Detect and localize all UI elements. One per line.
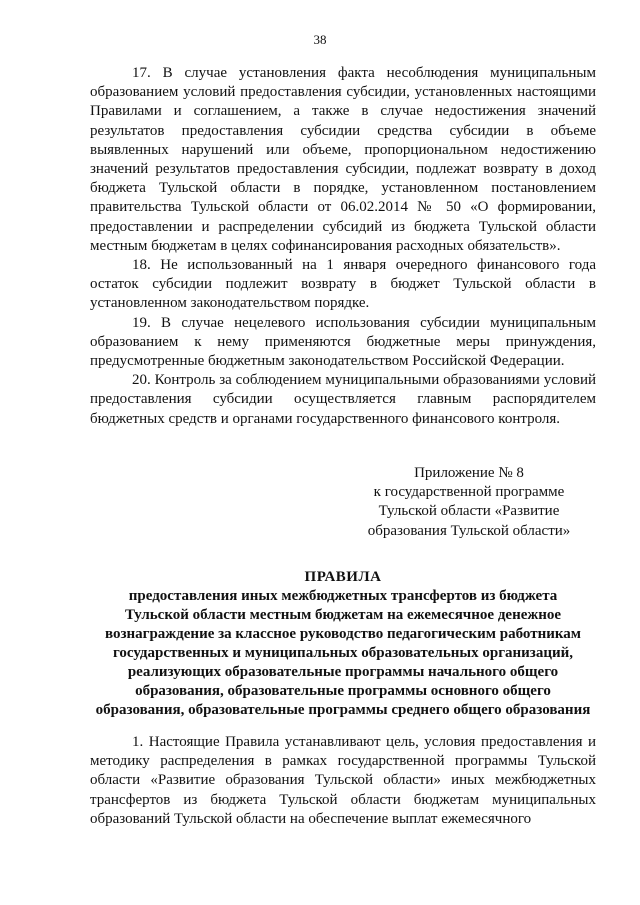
rules-heading: ПРАВИЛА: [304, 569, 382, 585]
rules-subtitle-line: реализующих образовательные программы начального общего: [127, 664, 559, 680]
appendix-line: образования Тульской области»: [367, 522, 571, 539]
rules-subtitle-line: предоставления иных межбюджетных трансфертов из бюджета: [128, 588, 558, 604]
paragraph-19: 19. В случае нецелевого использования субсидии муниципальным образованием к нему применяются бюджетные меры принуждения, предусмотренные бюджетным законодательством Российской Федерации.: [90, 314, 596, 370]
rules-body-section: [90, 733, 596, 829]
paragraph-20: 20. Контроль за соблюдением муниципальными образованиями условий предоставления субсидии осуществляется главным распорядителем бюджетных средств и органами государственного финансового контроля.: [90, 372, 596, 427]
rules-subtitle-line: государственных и муниципальных образовательных организаций,: [112, 645, 574, 661]
appendix-line: Тульской области «Развитие: [378, 503, 560, 520]
paragraph-17: 17. В случае установления факта несоблюдения муниципальным образованием условий предоставления субсидии, установленных настоящими Правилами и соглашением, а также в случае недостижения значений результатов предоставления субсидии средства субсидии в объеме выявленных нарушений или объеме, пропорциональном недостижению значений результатов предоставления субсидии, подлежат возврату в доход бюджета Тульской области в порядке, установленном постановлением правительства Тульской области от 06.02.2014 № 50 «О формировании, предоставлении и распределении субсидий из бюджета Тульской области местным бюджетам в целях софинансирования расходных обязательств».: [90, 65, 596, 254]
appendix-line: Приложение № 8: [414, 465, 524, 481]
appendix-line: к государственной программе: [373, 484, 565, 501]
rules-subtitle-line: Тульской области местным бюджетам на ежемесячное денежное: [124, 607, 562, 623]
rules-subtitle-line: образования, образовательные программы основного общего: [135, 683, 551, 699]
rules-subtitle-line: образования, образовательные программы среднего общего образования: [95, 702, 591, 718]
rules-subtitle-line: вознаграждение за классное руководство педагогическим работникам: [104, 626, 581, 642]
appendix-header: [340, 464, 598, 541]
rules-title-block: [90, 568, 596, 720]
rules-text-section: [90, 64, 596, 429]
paragraph-1: 1. Настоящие Правила устанавливают цель, условия предоставления и методику распределения в рамках государственной программы Тульской области «Развитие образования Тульской области» иных межбюджетных трансфертов из бюджета Тульской области бюджетам муниципальных образований Тульской области на обеспечение выплат ежемесячного: [90, 734, 596, 827]
paragraph-18: 18. Не использованный на 1 января очередного финансового года остаток субсидии подлежит возврату в бюджет Тульской области в установленном законодательством порядке.: [90, 257, 596, 312]
page-number: 38: [313, 32, 327, 47]
rules-subtitle: [90, 587, 596, 720]
